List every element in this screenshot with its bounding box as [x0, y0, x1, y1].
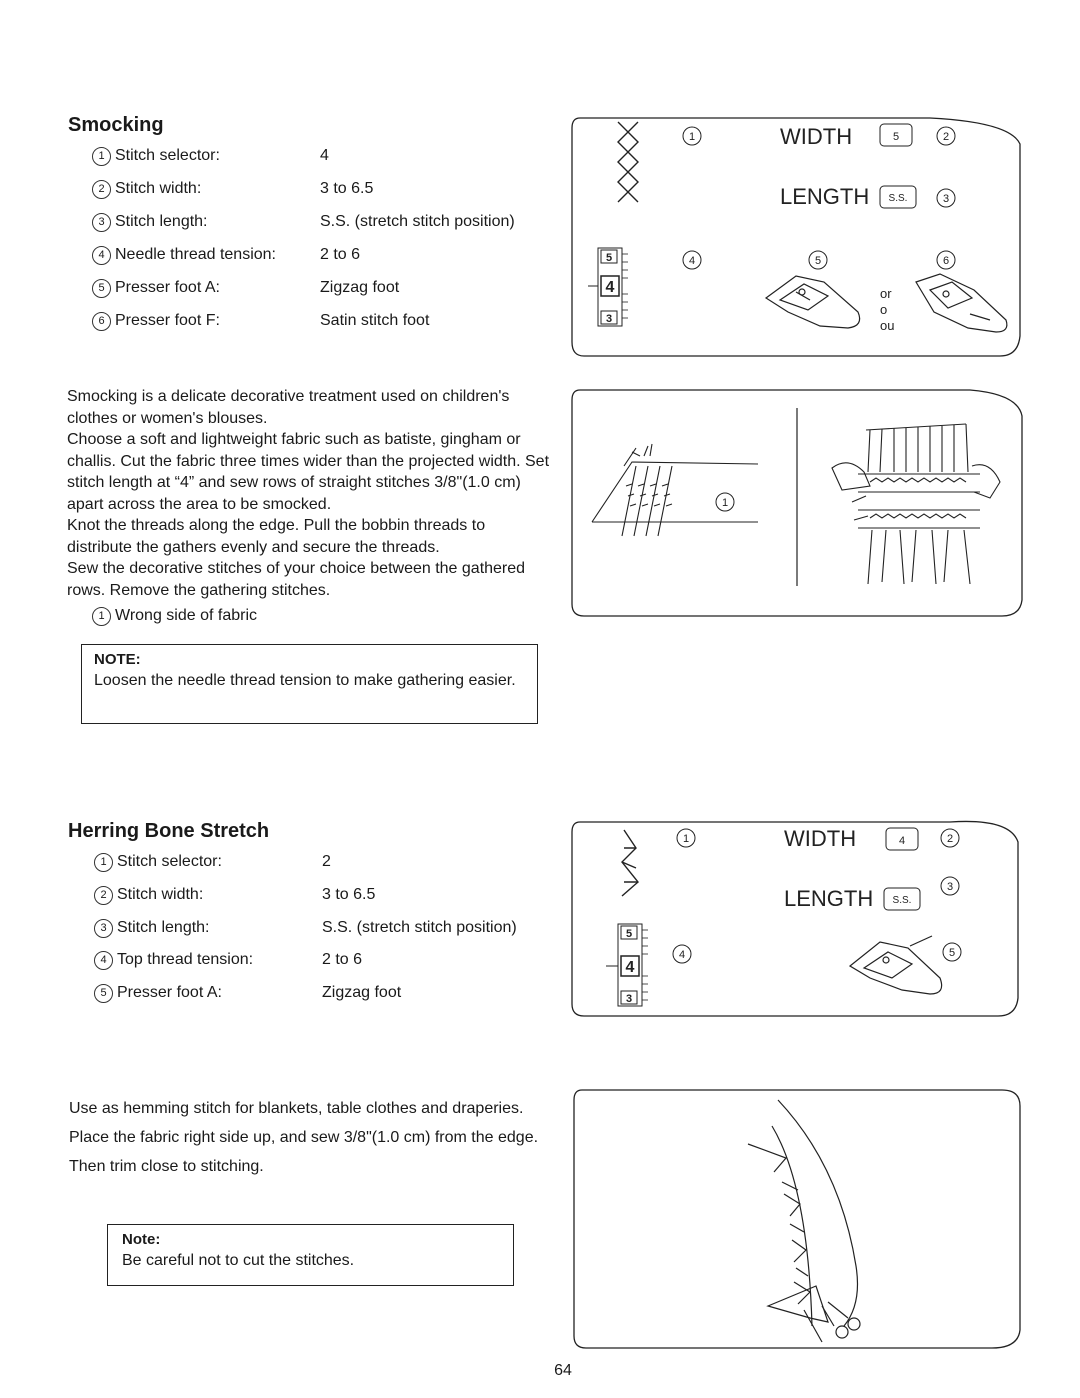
gathered-fabric-drawing	[832, 424, 1000, 584]
callout-4: 4	[678, 949, 686, 961]
spec-value: 2 to 6	[320, 246, 361, 263]
smocking-spec-row	[92, 180, 552, 204]
smocking-note	[81, 644, 538, 724]
dial-value: 4	[625, 959, 635, 976]
callout-number: 5	[92, 279, 111, 298]
callout-1: 1	[682, 833, 690, 845]
spec-label: Presser foot F:	[115, 312, 220, 329]
hem-stitch-drawing	[748, 1100, 860, 1342]
length-label: LENGTH	[780, 184, 870, 209]
smocking-description	[67, 386, 549, 601]
zigzag-foot-icon	[850, 936, 942, 994]
callout-2: 2	[942, 131, 950, 143]
callout-number: 4	[94, 951, 113, 970]
callout-number: 1	[92, 147, 111, 166]
herring-spec-row	[94, 853, 554, 877]
or-word: o	[880, 302, 888, 317]
smocking-spec-row	[92, 213, 552, 237]
dial-value: 4	[605, 279, 615, 296]
fabric-gathering-drawing	[592, 444, 758, 536]
callout-3: 3	[946, 881, 954, 893]
smocking-spec-row	[92, 147, 552, 171]
width-value: 4	[898, 835, 906, 847]
spec-label: Stitch length:	[115, 213, 208, 230]
paragraph: Choose a soft and lightweight fabric such as batiste, gingham or challis. Cut the fabric three times wider than the projected width. Set stitch length at “4” and sew rows of straight stitches 3/8"(1.0 cm) apart across the area to be smocked.	[67, 431, 550, 513]
dial-value: 5	[605, 252, 613, 264]
smocking-spec-row	[92, 312, 552, 336]
tension-dial-icon	[606, 924, 648, 1006]
spec-label: Presser foot A:	[115, 279, 220, 296]
smocking-settings-panel	[570, 114, 1022, 358]
note-title: Note:	[122, 1231, 161, 1248]
paragraph: Sew the decorative stitches of your choice between the gathered rows. Remove the gathering stitches.	[67, 560, 526, 599]
herring-description	[69, 1094, 547, 1181]
spec-value: Zigzag foot	[320, 279, 400, 296]
herring-note	[107, 1224, 514, 1286]
spec-label: Stitch width:	[115, 180, 202, 197]
spec-value: Zigzag foot	[322, 984, 402, 1001]
spec-label: Stitch length:	[117, 919, 210, 936]
zigzag-foot-icon	[766, 276, 860, 328]
herring-spec-row	[94, 951, 554, 975]
callout-number: 2	[92, 180, 111, 199]
spec-label: Presser foot A:	[117, 984, 222, 1001]
callout-number: 6	[92, 312, 111, 331]
note-body: Loosen the needle thread tension to make gathering easier.	[94, 672, 516, 689]
callout-number: 4	[92, 246, 111, 265]
spec-label: Stitch width:	[117, 886, 204, 903]
spec-value: S.S. (stretch stitch position)	[322, 919, 517, 936]
spec-label: Top thread tension:	[117, 951, 254, 968]
callout-2: 2	[946, 833, 954, 845]
width-label: WIDTH	[780, 124, 853, 149]
callout-4: 4	[688, 255, 696, 267]
smocking-illustration	[570, 386, 1024, 616]
spec-value: 2 to 6	[322, 951, 363, 968]
spec-value: S.S. (stretch stitch position)	[320, 213, 515, 230]
stitch-pattern-icon	[618, 122, 638, 202]
page-number: 64	[554, 1362, 572, 1379]
or-word: ou	[880, 318, 895, 333]
smocking-legend	[92, 607, 257, 626]
spec-value: 4	[320, 147, 329, 164]
length-value: S.S.	[892, 895, 912, 906]
width-value: 5	[892, 131, 900, 143]
length-value: S.S.	[888, 193, 908, 204]
settings-panel-graphic	[570, 114, 1022, 358]
callout-number: 1	[92, 607, 111, 626]
spec-value: 2	[322, 853, 331, 870]
smocking-spec-row	[92, 246, 552, 270]
callout-5: 5	[814, 255, 822, 267]
smocking-illustration-panel	[570, 386, 1024, 616]
satin-stitch-foot-icon	[916, 274, 1007, 332]
paragraph: Smocking is a delicate decorative treatment used on children's clothes or women's blouses.	[67, 388, 510, 427]
callout-number: 1	[94, 853, 113, 872]
smocking-title: Smocking	[68, 114, 164, 136]
hemming-illustration	[572, 1086, 1022, 1350]
herring-spec-row	[94, 919, 554, 943]
or-word: or	[880, 286, 892, 301]
herring-settings-panel	[570, 818, 1022, 1018]
dial-value: 3	[605, 313, 613, 325]
callout-3: 3	[942, 193, 950, 205]
callout-1: 1	[721, 497, 729, 509]
callout-number: 3	[94, 919, 113, 938]
tension-dial-icon	[588, 248, 628, 326]
note-title: NOTE:	[94, 651, 141, 668]
callout-number: 2	[94, 886, 113, 905]
spec-value: 3 to 6.5	[320, 180, 374, 197]
settings-panel-graphic	[570, 818, 1022, 1018]
herring-spec-row	[94, 984, 554, 1008]
dial-value: 5	[625, 928, 633, 940]
herring-title: Herring Bone Stretch	[68, 820, 270, 842]
herring-illustration-panel	[572, 1086, 1022, 1350]
paragraph: Place the fabric right side up, and sew 3/8"(1.0 cm) from the edge. Then trim close to stitching.	[69, 1129, 539, 1175]
note-body: Be careful not to cut the stitches.	[122, 1252, 355, 1269]
legend-text: Wrong side of fabric	[115, 607, 257, 624]
herring-spec-row	[94, 886, 554, 910]
callout-number: 5	[94, 984, 113, 1003]
herring-bone-stitch-icon	[622, 830, 638, 896]
spec-label: Stitch selector:	[117, 853, 222, 870]
smocking-spec-row	[92, 279, 552, 303]
length-label: LENGTH	[784, 886, 874, 911]
callout-5: 5	[948, 947, 956, 959]
spec-label: Stitch selector:	[115, 147, 220, 164]
spec-value: 3 to 6.5	[322, 886, 376, 903]
paragraph: Knot the threads along the edge. Pull the bobbin threads to distribute the gathers evenly and secure the threads.	[67, 517, 486, 556]
callout-number: 3	[92, 213, 111, 232]
spec-label: Needle thread tension:	[115, 246, 276, 263]
callout-6: 6	[942, 255, 950, 267]
dial-value: 3	[625, 993, 633, 1005]
spec-value: Satin stitch foot	[320, 312, 430, 329]
paragraph: Use as hemming stitch for blankets, table clothes and draperies.	[69, 1100, 524, 1117]
callout-1: 1	[688, 131, 696, 143]
width-label: WIDTH	[784, 826, 857, 851]
